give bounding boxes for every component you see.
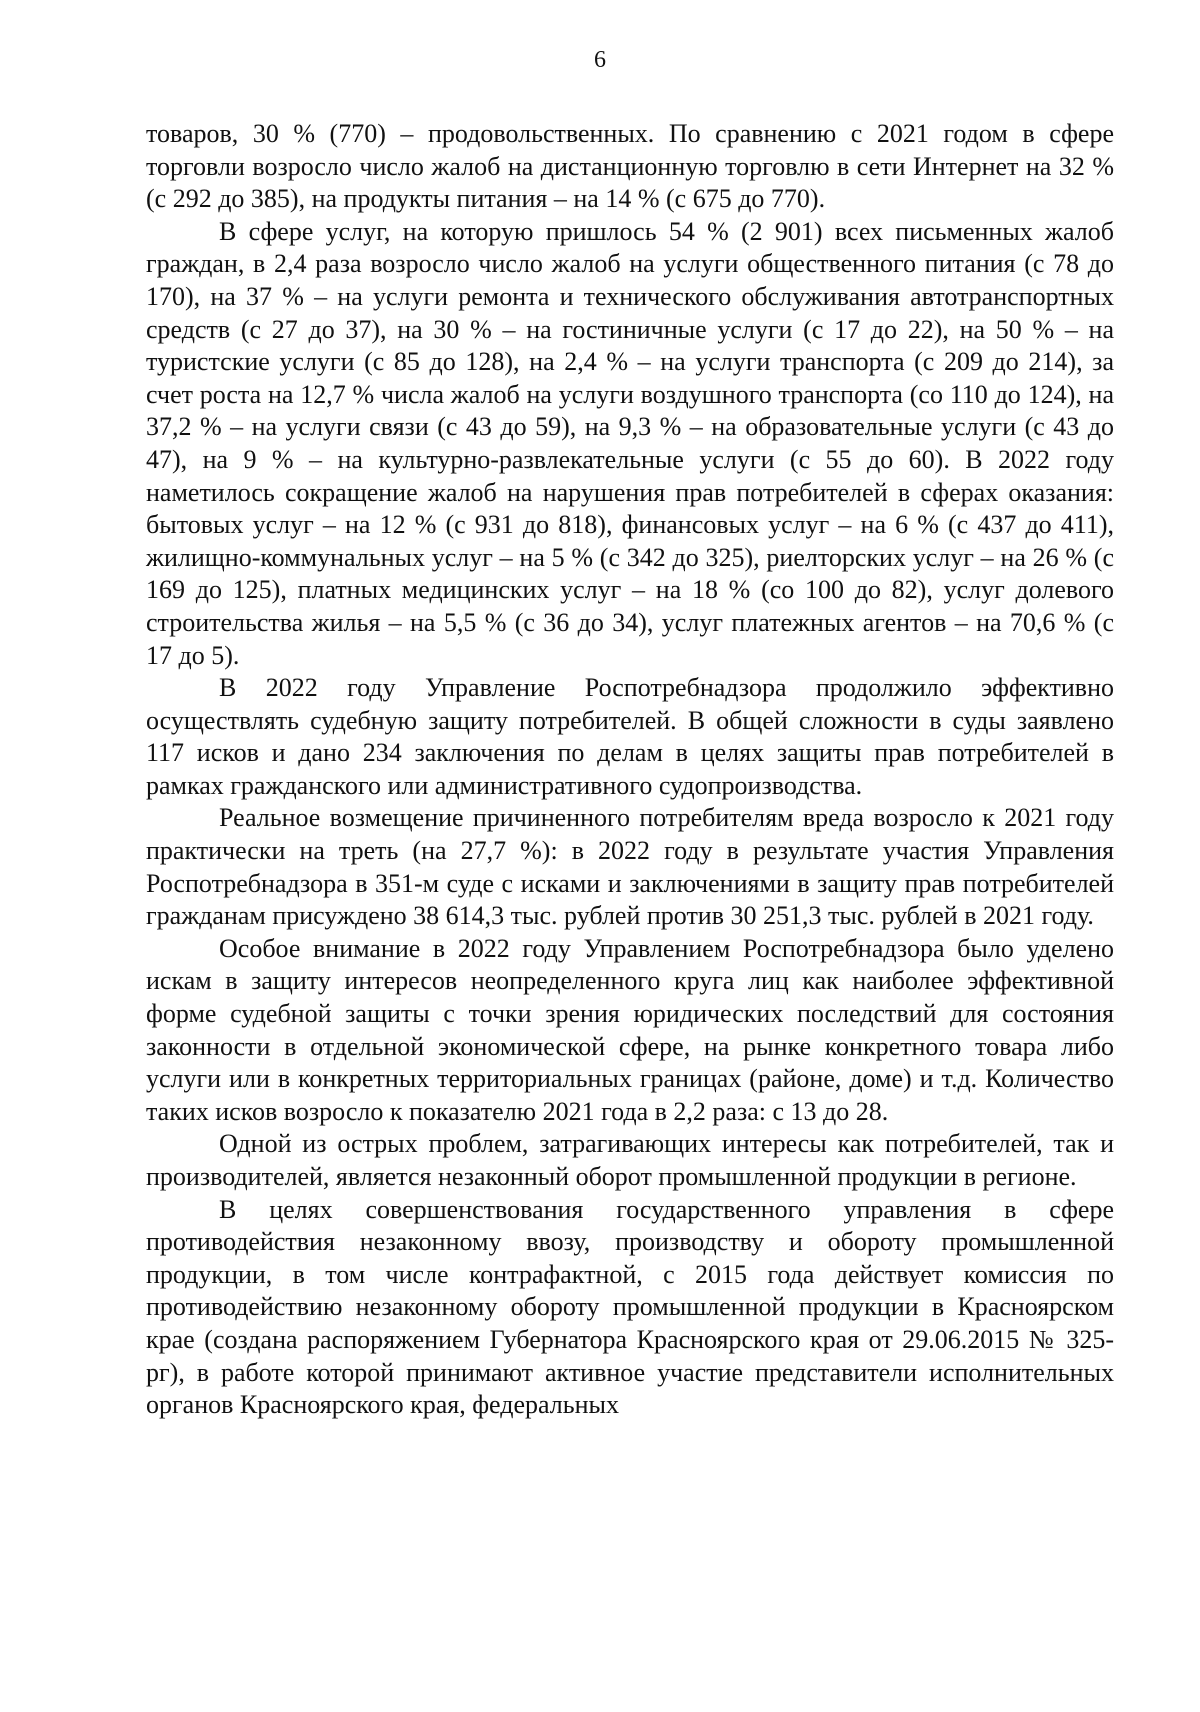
paragraph-illegal-turnover: Одной из острых проблем, затрагивающих интересы как потребителей, так и производителей, является незаконный оборот промышленной продукции в регионе. <box>146 1129 1114 1191</box>
paragraph-class-lawsuits: Особое внимание в 2022 году Управлением Роспотребнадзора было уделено искам в защиту интересов неопределенного круга лиц как наиболее эффективной форме судебной защиты с точки зрения юридических последствий для состояния законности в отдельной экономической сфере, на рынке конкретного товара либо услуги или в конкретных территориальных границах (районе, доме) и т.д. Количество таких исков возросло к показателю 2021 года в 2,2 раза: с 13 до 28. <box>146 933 1114 1126</box>
paragraph-damage-compensation: Реальное возмещение причиненного потребителям вреда возросло к 2021 году практически на треть (на 27,7 %): в 2022 году в результате участия Управления Роспотребнадзора в 351-м суде с исками и заключениями в защиту прав потребителей гражданам присуждено 38 614,3 тыс. рублей против 30 251,3 тыс. рублей в 2021 году. <box>146 803 1114 931</box>
paragraph-commission: В целях совершенствования государственного управления в сфере противодействия незаконному ввозу, производству и обороту промышленной продукции, в том числе контрафактной, с 2015 года действует комиссия по противодействию незаконному обороту промышленной продукции в Красноярском крае (создана распоряжением Губернатора Красноярского края от 29.06.2015 № 325-рг), в работе которой принимают активное участие представители исполнительных органов Красноярского края, федеральных <box>146 1194 1114 1420</box>
document-body <box>146 118 1114 1422</box>
paragraph-trade-complaints: товаров, 30 % (770) – продовольственных. По сравнению с 2021 годом в сфере торговли возросло число жалоб на дистанционную торговлю в сети Интернет на 32 % (с 292 до 385), на продукты питания – на 14 % (с 675 до 770). <box>146 119 1114 214</box>
paragraph-judicial-protection: В 2022 году Управление Роспотребнадзора продолжило эффективно осуществлять судебную защиту потребителей. В общей сложности в суды заявлено 117 исков и дано 234 заключения по делам в целях защиты прав потребителей в рамках гражданского или административного судопроизводства. <box>146 673 1114 800</box>
paragraph-services-complaints: В сфере услуг, на которую пришлось 54 % (2 901) всех письменных жалоб граждан, в 2,4 раза возросло число жалоб на услуги общественного питания (с 78 до 170), на 37 % – на услуги ремонта и технического обслуживания автотранспортных средств (с 27 до 37), на 30 % – на гостиничные услуги (с 17 до 22), на 50 % – на туристские услуги (с 85 до 128), на 2,4 % – на услуги транспорта (с 209 до 214), за счет роста на 12,7 % числа жалоб на услуги воздушного транспорта (со 110 до 124), на 37,2 % – на услуги связи (с 43 до 59), на 9,3 % – на образовательные услуги (с 43 до 47), на 9 % – на культурно-развлекательные услуги (с 55 до 60). В 2022 году наметилось сокращение жалоб на нарушения прав потребителей в сферах оказания: бытовых услуг – на 12 % (с 931 до 818), финансовых услуг – на 6 % (с 437 до 411), жилищно-коммунальных услуг – на 5 % (с 342 до 325), риелторских услуг – на 26 % (с 169 до 125), платных медицинских услуг – на 18 % (со 100 до 82), услуг долевого строительства жилья – на 5,5 % (с 36 до 34), услуг платежных агентов – на 70,6 % (с 17 до 5). <box>146 216 1114 670</box>
page-number: 6 <box>594 47 606 73</box>
